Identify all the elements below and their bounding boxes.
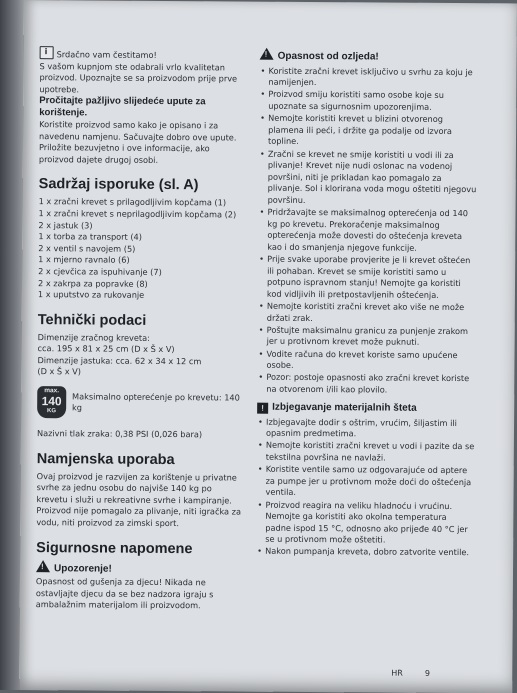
contents-list [38, 196, 247, 302]
list-item: 2 x zakrpa za popravke (8) [37, 277, 148, 289]
list-item: • Koristite zračni krevet isključivo u svrhu za koju je namijenjen. [259, 65, 477, 90]
damage-list [256, 416, 475, 559]
left-column [36, 46, 248, 612]
intro-title-line [40, 46, 248, 62]
list-item: 2 x jastuk (3) [38, 219, 93, 231]
list-item: • Prije svake uporabe provjerite je li krevet oštećen ili pohaban. Krevet se smije koristiti samo u potpuno ispravnom stanju! Nemojte ga koristiti kod vidljivih ili pretpostavljenih oštećenja. [258, 254, 476, 302]
list-item: • Nakon pumpanja kreveta, dobro zatvorite ventile. [256, 546, 474, 559]
list-item: • Proizvod smiju koristiti samo osobe koje su upoznate sa sigurnosnim upozorenjima. [259, 89, 477, 114]
injury-heading-line [260, 48, 478, 64]
max-load-text: Maksimalno opterećenje po krevetu: 140 kg [71, 391, 240, 413]
list-item: • Proizvod reagira na veliku hladnoću i vrućinu. Nemojte ga koristiti ako okolna temperatura padne ispod 15 °C, odnosno ako prijeđe 40 °C jer se u protivnom može oštetiti. [256, 499, 474, 547]
max-load-row [37, 386, 245, 419]
damage-heading-line [257, 401, 475, 415]
contents-heading: Sadržaj isporuke (sl. A) [38, 176, 199, 194]
list-item: 2 x ventil s navojem (5) [38, 242, 136, 254]
badge-max: max. [44, 387, 60, 395]
list-item: • Nemojte koristiti zračni krevet ako više ne može držati zrak. [258, 301, 476, 326]
tech-heading: Tehnički podaci [37, 311, 147, 329]
list-item: • Pridržavajte se maksimalnog opterećenja od 140 kg po krevetu. Prekoračenje maksimalnog opterećenja može dovesti do oštećenja kreveta kao i do smanjenja njegove funkcije. [258, 207, 476, 255]
list-item: • Izbjegavajte dodir s oštrim, vrućim, šiljastim ili opasnim predmetima. [257, 416, 475, 441]
max-weight-badge-icon [37, 386, 66, 418]
read-heading: Pročitajte pažljivo slijedeće upute za korištenje. [39, 95, 206, 119]
use-text-2: Proizvod nije pomagalo za plivanje, niti igračka za vodu, niti proizvod za zimski sport. [36, 505, 242, 529]
badge-num: 140 [41, 394, 62, 409]
intro-text: S vašom kupnjom ste odabrali vrlo kvalitetan proizvod. Upoznajte se sa proizvodom prije prve upotrebe. [39, 60, 238, 95]
tech-pillow-label: Dimenzije jastuka: cca. 62 x 34 x 12 cm [37, 354, 202, 367]
list-item: • Pozor: postoje opasnosti ako zračni krevet koriste na otvorenom i/ili kao plovilo. [257, 372, 475, 397]
caution-heading: Upozorenje! [53, 562, 112, 575]
list-item: • Zračni se krevet ne smije koristiti u vodi ili za plivanje! Krevet nije nudi oslonac na vodenoj površini, niti je prikladan kao pomagalo za plivanje. Sol i klorirana voda mogu oštetiti njegovu površinu. [259, 148, 477, 207]
info-book-icon [40, 46, 54, 59]
use-heading: Namjenska uporaba [36, 450, 175, 468]
caution-text: Opasnost od gušenja za djecu! Nikada ne ostavljajte djecu da se bez nadzora igraju s ambalažnim materijalom ili proizvodom. [35, 576, 214, 611]
intro-title: Srdačno vam čestitamo! [56, 49, 157, 60]
read-text: Koristite proizvod samo kako je opisano i za navedenu namjenu. Sačuvajte dobro ove upute. Priložite bezuvjetno i ove informacije, ako proizvod dajete drugoj osobi. [38, 119, 237, 165]
caution-heading-line [36, 560, 244, 576]
badge-unit: KG [47, 408, 57, 415]
tech-dim-value: cca. 195 x 81 x 25 cm (D x Š x V) [37, 343, 175, 355]
footer-lang: HR [391, 668, 403, 678]
tech-pillow-value: (D x Š x V) [37, 366, 82, 377]
damage-heading: Izbjegavanje materijalnih šteta [272, 401, 417, 414]
list-item: 1 x mjerno ravnalo (6) [38, 254, 130, 266]
list-item: 1 x zračni krevet s prilagodljivim kopčama (1) [38, 196, 227, 208]
injury-list [257, 65, 477, 396]
safety-heading: Sigurnosne napomene [36, 539, 193, 557]
manual-page [19, 0, 517, 693]
list-item: 2 x cjevčica za ispuhivanje (7) [38, 266, 162, 277]
page-footer [391, 669, 452, 678]
exclamation-box-icon: ! [257, 402, 268, 413]
list-item: • Vodite računa do krevet koriste samo upućene osobe. [257, 348, 475, 373]
list-item: • Poštujte maksimalnu granicu za punjenje zrakom jer u protivnom krevet može puknuti. [258, 324, 476, 349]
right-column [256, 48, 478, 560]
page-number: 9 [424, 668, 431, 678]
list-item: • Koristite ventile samo uz odgovarajuće od aptere za pumpe jer u protivnom može doći do oštećenja ventila. [257, 464, 475, 500]
warning-triangle-icon [260, 48, 274, 60]
list-item: 1 x uputstvo za rukovanje [37, 289, 145, 300]
list-item: 1 x zračni krevet s neprilagodljivim kopčama (2) [38, 208, 237, 220]
injury-heading: Opasnost od ozljeda! [277, 50, 379, 63]
pressure-text: Nazivni tlak zraka: 0,38 PSI (0,026 bara) [36, 428, 203, 440]
tech-dim-label: Dimenzije zračnog kreveta: [37, 331, 150, 343]
list-item: • Nemojte koristiti zračni krevet u vodi i pazite da se tekstilna površina ne navlaži. [257, 440, 475, 465]
warning-triangle-icon [36, 560, 50, 572]
list-item: 1 x torba za transport (4) [38, 231, 143, 242]
use-text-1: Ovaj proizvod je razvijen za korištenje u privatne svrhe za jednu osobu do najviše 140 kg po krevetu i služi u rekreativne svrhe i kampiranje. [36, 470, 237, 506]
list-item: • Nemojte koristiti krevet u blizini otvorenog plamena ili peći, i držite ga podalje od izvora topline. [259, 113, 477, 149]
